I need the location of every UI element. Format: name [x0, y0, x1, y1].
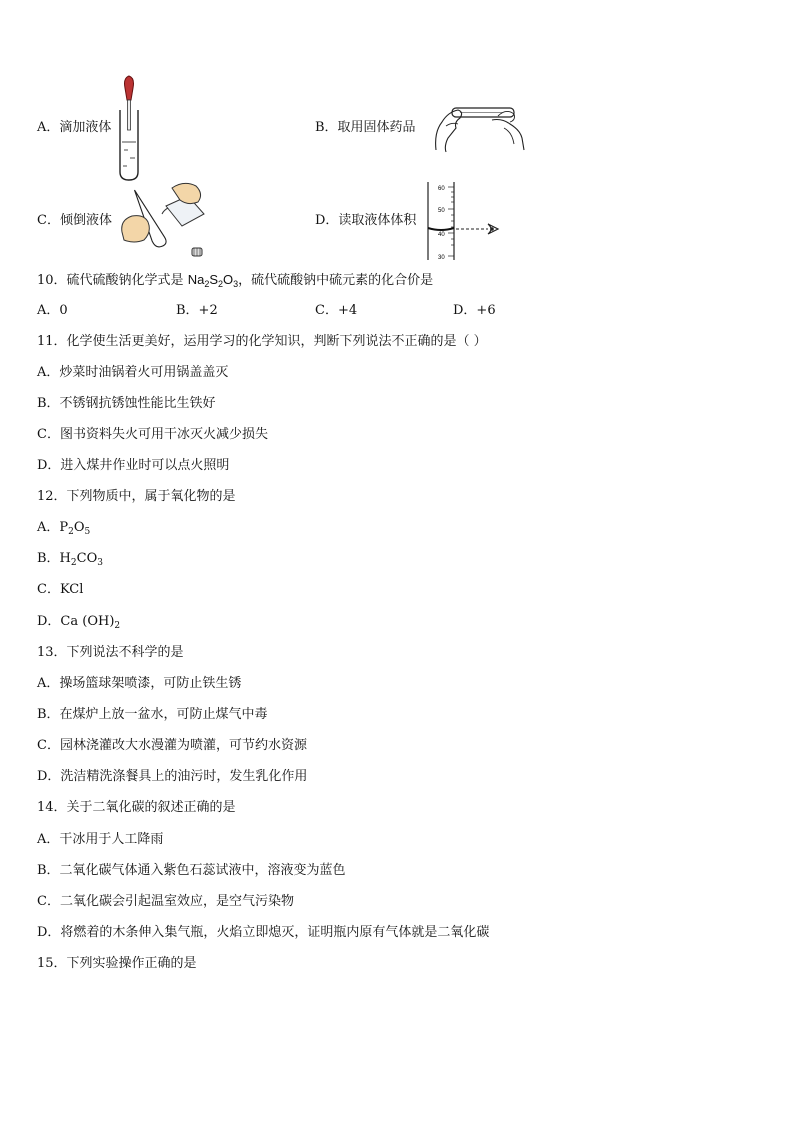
tick-label: 50 [438, 208, 445, 214]
q12-option-c: C．KCl [37, 582, 84, 597]
q10-option-c: C．+4 [315, 303, 358, 318]
q9-option-a: A．滴加液体 [37, 120, 112, 135]
tick-label: 60 [438, 186, 445, 192]
dropper-test-tube-illustration [115, 74, 145, 182]
q12-option-d: D．Ca $(OH)_2$ [37, 614, 121, 631]
q11-option-a: A．炒菜时油锅着火可用锅盖盖灭 [37, 365, 229, 380]
q11-option-b: B．不锈钢抗锈蚀性能比生铁好 [37, 396, 216, 411]
tick-label: 40 [438, 232, 445, 238]
q10-stem: 10．硫代硫酸钠化学式是 $Na_2S_2O_3$，硫代硫酸钠中硫元素的化合价是 [37, 272, 434, 289]
q12-stem: 12．下列物质中，属于氧化物的是 [37, 489, 236, 504]
q13-option-c: C．园林浇灌改大水漫灌为喷灌，可节约水资源 [37, 738, 307, 753]
q9-option-b: B．取用固体药品 [315, 120, 416, 135]
q13-option-d: D．洗洁精洗涤餐具上的油污时，发生乳化作用 [37, 769, 308, 784]
q10-option-a: A．0 [37, 303, 68, 318]
q14-option-d: D．将燃着的木条伸入集气瓶，火焰立即熄灭，证明瓶内原有气体就是二氧化碳 [37, 925, 490, 940]
q14-option-b: B．二氧化碳气体通入紫色石蕊试液中，溶液变为蓝色 [37, 863, 346, 878]
q9-option-c: C．倾倒液体 [37, 213, 112, 228]
tick-label: 30 [438, 255, 445, 261]
q10-option-d: D．+6 [453, 303, 496, 318]
q9-option-d: D．读取液体体积 [315, 213, 417, 228]
q12-option-b: B．$H_2CO_3$ [37, 551, 103, 568]
q11-option-d: D．进入煤井作业时可以点火照明 [37, 458, 230, 473]
q13-option-a: A．操场篮球架喷漆，可防止铁生锈 [37, 676, 242, 691]
q11-option-c: C．图书资料失火可用干冰灭火减少损失 [37, 427, 268, 442]
pouring-liquid-illustration [114, 180, 214, 260]
q12-option-a: A．$P_2O_5$ [37, 520, 91, 537]
graduated-cylinder-illustration [424, 182, 504, 262]
q14-stem: 14．关于二氧化碳的叙述正确的是 [37, 800, 236, 815]
q14-option-a: A．干冰用于人工降雨 [37, 832, 164, 847]
q13-option-b: B．在煤炉上放一盆水，可防止煤气中毒 [37, 707, 268, 722]
q11-stem: 11．化学使生活更美好，运用学习的化学知识，判断下列说法不正确的是（ ） [37, 334, 487, 349]
q15-stem: 15．下列实验操作正确的是 [37, 956, 197, 971]
q10-option-b: B．+2 [176, 303, 218, 318]
q14-option-c: C．二氧化碳会引起温室效应，是空气污染物 [37, 894, 294, 909]
q13-stem: 13．下列说法不科学的是 [37, 645, 184, 660]
hands-holding-tube-illustration [432, 98, 527, 154]
